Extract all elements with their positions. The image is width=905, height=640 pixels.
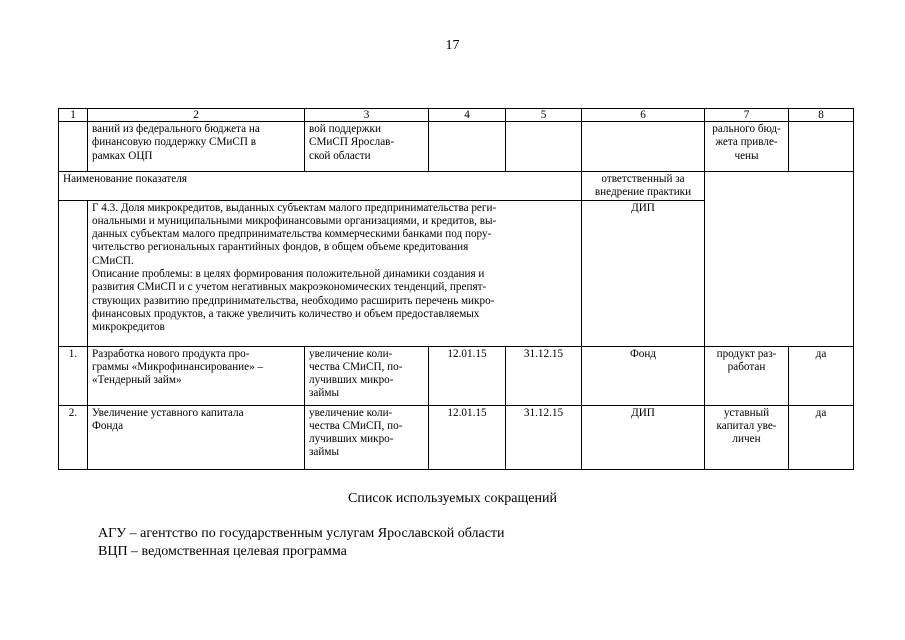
empty-cell <box>429 122 506 172</box>
column-number: 1 <box>59 109 88 122</box>
abbreviation-item: ВЦП – ведомственная целевая программа <box>98 544 347 559</box>
abbreviation-item: АГУ – агентство по государственным услугам Ярославской области <box>98 526 505 541</box>
row-end-date: 31.12.15 <box>506 405 582 469</box>
row-executor: Фонд <box>582 346 705 405</box>
row-result: уставный капитал уве- личен <box>705 405 789 469</box>
row-start-date: 12.01.15 <box>429 346 506 405</box>
continuation-row <box>59 122 854 172</box>
indicator-responsible: ДИП <box>582 200 705 346</box>
action-plan-table <box>58 108 854 470</box>
empty-cell <box>59 122 88 172</box>
continuation-result-cell: рального бюд- жета привле- чены <box>705 122 789 172</box>
column-number: 8 <box>789 109 854 122</box>
empty-cell <box>789 122 854 172</box>
responsible-label: ответственный за внедрение практики <box>582 172 705 201</box>
column-number-row <box>59 109 854 122</box>
row-end-date: 31.12.15 <box>506 346 582 405</box>
row-indicator: увеличение коли- чества СМиСП, по- лучивших микро- займы <box>305 346 429 405</box>
indicator-description: Г 4.3. Доля микрокредитов, выданных субъектам малого предпринимательства реги- ональными и муниципальными микрофинансовыми организациями, и кредитов, вы- данных субъектам малого предпринимательства коммерческими банками под пору- чительство региональных гарантийных фондов, в общем объеме кредитования СМиСП. Описание проблемы: в целях формирования положительной динамики создания и развития СМиСП и с учетом негативных макроэкономических тенденций, препят- ствующих развитию предпринимательства, необходимо расширить перечень микро- финансовых продуктов, а также увеличить количество и объем предоставляемых микрокредитов <box>88 200 582 346</box>
column-number: 7 <box>705 109 789 122</box>
column-number: 3 <box>305 109 429 122</box>
row-action: Увеличение уставного капитала Фонда <box>88 405 305 469</box>
row-executor: ДИП <box>582 405 705 469</box>
row-result: продукт раз- работан <box>705 346 789 405</box>
column-number: 6 <box>582 109 705 122</box>
row-number: 2. <box>59 405 88 469</box>
empty-cell <box>582 122 705 172</box>
continuation-indicator-cell: вой поддержки СМиСП Ярослав- ской области <box>305 122 429 172</box>
row-action: Разработка нового продукта про- граммы «Микрофинансирование» – «Тендерный займ» <box>88 346 305 405</box>
abbreviations-title: Список используемых сокращений <box>348 491 557 506</box>
column-number: 4 <box>429 109 506 122</box>
row-indicator: увеличение коли- чества СМиСП, по- лучивших микро- займы <box>305 405 429 469</box>
empty-cell <box>59 200 88 346</box>
row-status: да <box>789 405 854 469</box>
table-row <box>59 346 854 405</box>
page-number: 17 <box>445 38 460 53</box>
indicator-name-label: Наименование показателя <box>59 172 582 201</box>
column-number: 5 <box>506 109 582 122</box>
indicator-header-row <box>59 172 854 201</box>
empty-cell <box>506 122 582 172</box>
empty-cell <box>705 172 854 347</box>
row-start-date: 12.01.15 <box>429 405 506 469</box>
row-status: да <box>789 346 854 405</box>
abbreviations-list <box>98 525 505 561</box>
continuation-action-cell: ваний из федерального бюджета на финансовую поддержку СМиСП в рамках ОЦП <box>88 122 305 172</box>
table-row <box>59 405 854 469</box>
column-number: 2 <box>88 109 305 122</box>
row-number: 1. <box>59 346 88 405</box>
